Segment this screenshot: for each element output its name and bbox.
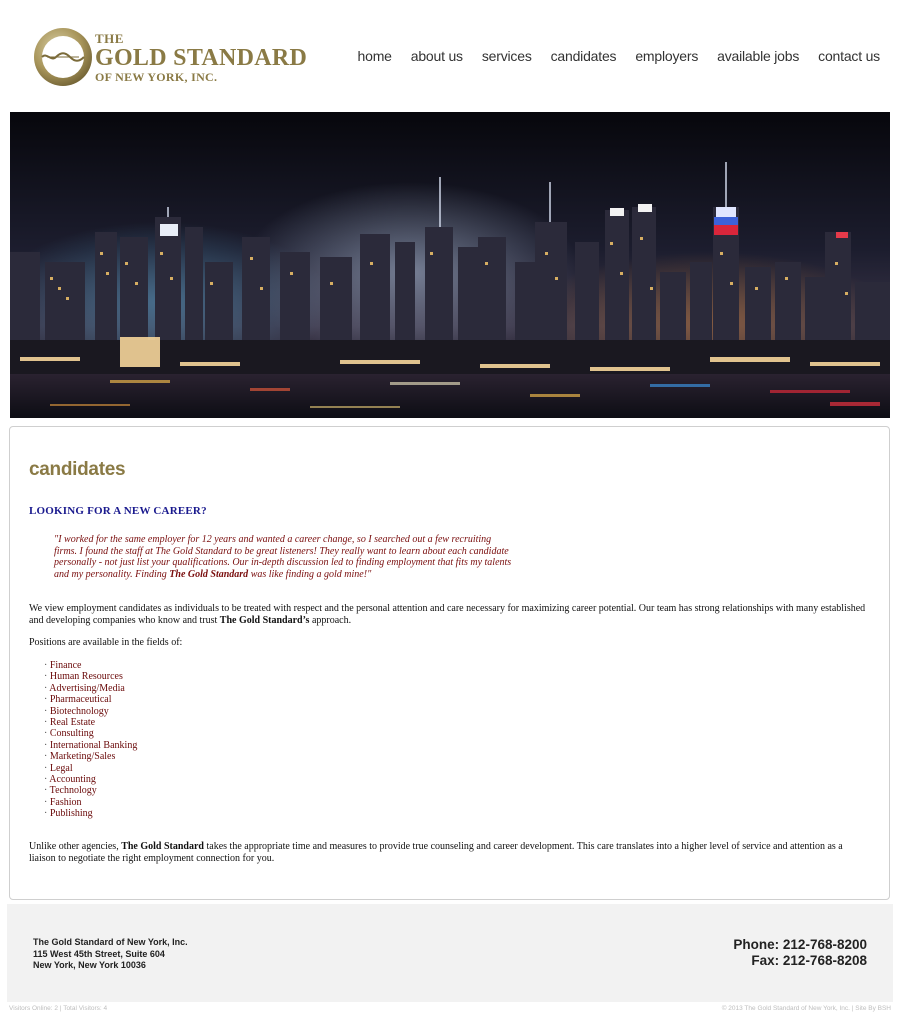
closing-text-1: Unlike other agencies, — [29, 841, 122, 852]
address-city: New York, New York 10036 — [33, 960, 146, 970]
site-logo[interactable] — [33, 26, 323, 88]
nav-home[interactable]: home — [357, 48, 392, 64]
quote-brand: The Gold Standard — [169, 568, 249, 580]
closing-paragraph — [29, 841, 869, 864]
logo-subtitle: OF NEW YORK, INC. — [95, 69, 218, 84]
address-street: 115 West 45th Street, Suite 604 — [33, 948, 165, 959]
list-item: · Consulting — [44, 728, 137, 739]
content-card — [9, 426, 890, 900]
list-item: · Real Estate — [44, 717, 137, 728]
nav-contact-us[interactable]: contact us — [818, 48, 880, 64]
testimonial-quote — [54, 534, 514, 580]
quote-text-2: was like finding a gold mine!" — [248, 568, 372, 580]
list-item: · Publishing — [44, 808, 137, 819]
intro-paragraph — [29, 603, 869, 626]
visitor-counter: Visitors Online: 2 | Total Visitors: 4 — [9, 1005, 108, 1012]
footer-contact — [733, 937, 867, 969]
nav-services[interactable]: services — [481, 48, 532, 64]
logo-the: THE — [95, 30, 124, 46]
address-company: The Gold Standard of New York, Inc. — [33, 937, 188, 947]
copyright-notice[interactable]: © 2013 The Gold Standard of New York, Inc. | Site By BSH — [721, 1005, 891, 1012]
page-title: candidates — [29, 459, 126, 480]
list-item: · Finance — [44, 660, 137, 671]
nav-about-us[interactable]: about us — [410, 48, 463, 64]
phone-number[interactable]: Phone: 212-768-8200 — [733, 937, 867, 952]
site-header — [0, 0, 900, 110]
main-nav — [358, 48, 880, 64]
closing-brand: The Gold Standard — [121, 841, 204, 852]
section-heading: LOOKING FOR A NEW CAREER? — [29, 505, 207, 517]
list-item: · Fashion — [44, 797, 137, 808]
nav-available-jobs[interactable]: available jobs — [717, 48, 800, 64]
list-item: · Marketing/Sales — [44, 751, 137, 762]
list-item: · Biotechnology — [44, 706, 137, 717]
fields-intro: Positions are available in the fields of: — [29, 637, 183, 648]
footer-address — [33, 937, 188, 972]
hero-banner — [10, 112, 890, 418]
city-skyline-image — [10, 112, 890, 418]
logo-wordmark — [95, 32, 307, 83]
list-item: · Technology — [44, 785, 137, 796]
list-item: · Human Resources — [44, 671, 137, 682]
nav-employers[interactable]: employers — [635, 48, 699, 64]
nav-candidates[interactable]: candidates — [550, 48, 617, 64]
fax-number: Fax: 212-768-8208 — [751, 953, 867, 968]
gold-standard-logo-icon — [33, 27, 93, 87]
fields-list — [44, 660, 137, 820]
intro-brand: The Gold Standard’s — [219, 614, 310, 626]
logo-name: GOLD STANDARD — [95, 44, 308, 71]
closing-text-2: takes the appropriate time and measures to provide true counseling and career development. This care translates into a higher level of service and attention as a liaison to negotiate the right employment connection for you. — [29, 841, 843, 864]
list-item: · Advertising/Media — [44, 683, 137, 694]
list-item: · International Banking — [44, 740, 137, 751]
intro-text-1: We view employment candidates as individuals to be treated with respect and the personal attention and care necessary for maximizing career potential. Our team has strong relationships with many established and developing companies who know and trust — [29, 603, 866, 626]
quote-text-1: "I worked for the same employer for 12 years and wanted a career change, so I searched out a few recruiting firms. I found the staff at The Gold Standard to be great listeners! They really want to learn about each candidate personally - not just list your qualifications. Our in-depth discussion led to finding employment that fits my talents and my personality. Finding — [54, 534, 512, 580]
intro-text-2: approach. — [309, 614, 352, 626]
list-item: · Pharmaceutical — [44, 694, 137, 705]
list-item: · Legal — [44, 763, 137, 774]
list-item: · Accounting — [44, 774, 137, 785]
site-footer — [7, 904, 893, 1002]
